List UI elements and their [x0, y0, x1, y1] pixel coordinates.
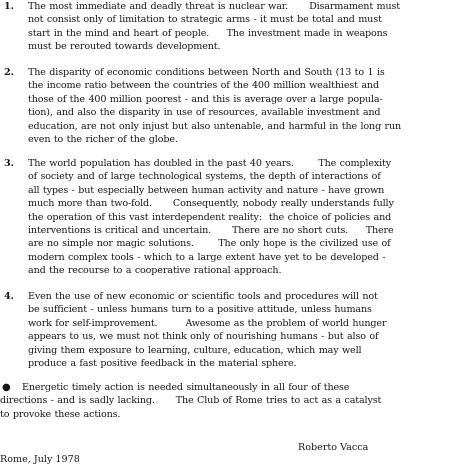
- text-line: those of the 400 million poorest - and this is average over a large popula-: [28, 93, 383, 105]
- text-line: Energetic timely action is needed simultaneously in all four of these: [22, 382, 350, 393]
- point-number: 4.: [4, 291, 15, 302]
- text-line: appears to us, we must not think only of nourishing humans - but also of: [28, 331, 379, 343]
- text-line: must be rerouted towards development.: [28, 41, 221, 53]
- bullet-icon: ●: [2, 382, 11, 393]
- text-line: to provoke these actions.: [0, 408, 121, 420]
- text-line: education, are not only injust but also untenable, and harmful in the long run: [28, 120, 402, 132]
- text-line: Even the use of new economic or scientific tools and procedures will not: [28, 291, 378, 302]
- point-number: 1.: [4, 1, 15, 12]
- text-line: much more than two-fold. Consequently, nobody really understands fully: [28, 198, 394, 210]
- point-number: 2.: [4, 67, 15, 78]
- text-line: not consist only of limitation to strategic arms - it must be total and must: [28, 14, 382, 26]
- text-line: produce a fast positive feedback in the material sphere.: [28, 357, 297, 369]
- text-line: The world population has doubled in the past 40 years. The complexity: [28, 158, 392, 169]
- text-line: The disparity of economic conditions between North and South (13 to 1 is: [28, 67, 385, 78]
- text-line: the operation of this vast interdependent reality: the choice of policies and: [28, 211, 392, 223]
- point-text: [28, 157, 468, 278]
- point-text: [28, 290, 468, 370]
- text-line: directions - and is sadly lacking. The Club of Rome tries to act as a catalyst: [0, 395, 382, 407]
- text-line: work for self-improvement. Awesome as the problem of world hunger: [28, 317, 387, 329]
- text-line: The most immediate and deadly threat is nuclear war. Disarmament must: [28, 1, 400, 12]
- point-number: 3.: [4, 158, 15, 169]
- text-line: even to the richer of the globe.: [28, 133, 178, 145]
- closing-text: [0, 381, 440, 421]
- text-line: modern complex tools - which to a large extent have yet to be developed -: [28, 251, 386, 263]
- signature: Roberto Vacca: [298, 442, 369, 453]
- text-line: are no simple nor magic solutions. The only hope is the civilized use of: [28, 238, 391, 250]
- point-text: [28, 0, 468, 54]
- text-line: giving them exposure to learning, culture, education, which may well: [28, 344, 362, 356]
- text-line: and the recourse to a cooperative rational approach.: [28, 265, 282, 277]
- text-line: start in the mind and heart of people. The investment made in weapons: [28, 27, 388, 39]
- text-line: of society and of large technological systems, the depth of interactions of: [28, 171, 381, 183]
- text-line: be sufficient - unless humans turn to a positive attitude, unless humans: [28, 304, 372, 316]
- point-text: [28, 66, 468, 146]
- text-line: tion), and also the disparity in use of resources, available investment and: [28, 107, 381, 119]
- dateline: Rome, July 1978: [0, 454, 80, 465]
- text-line: the income ratio between the countries of the 400 million wealthiest and: [28, 80, 379, 92]
- text-line: all types - but especially between human activity and nature - have grown: [28, 184, 385, 196]
- text-line: interventions is critical and uncertain. There are no short cuts. There: [28, 224, 394, 236]
